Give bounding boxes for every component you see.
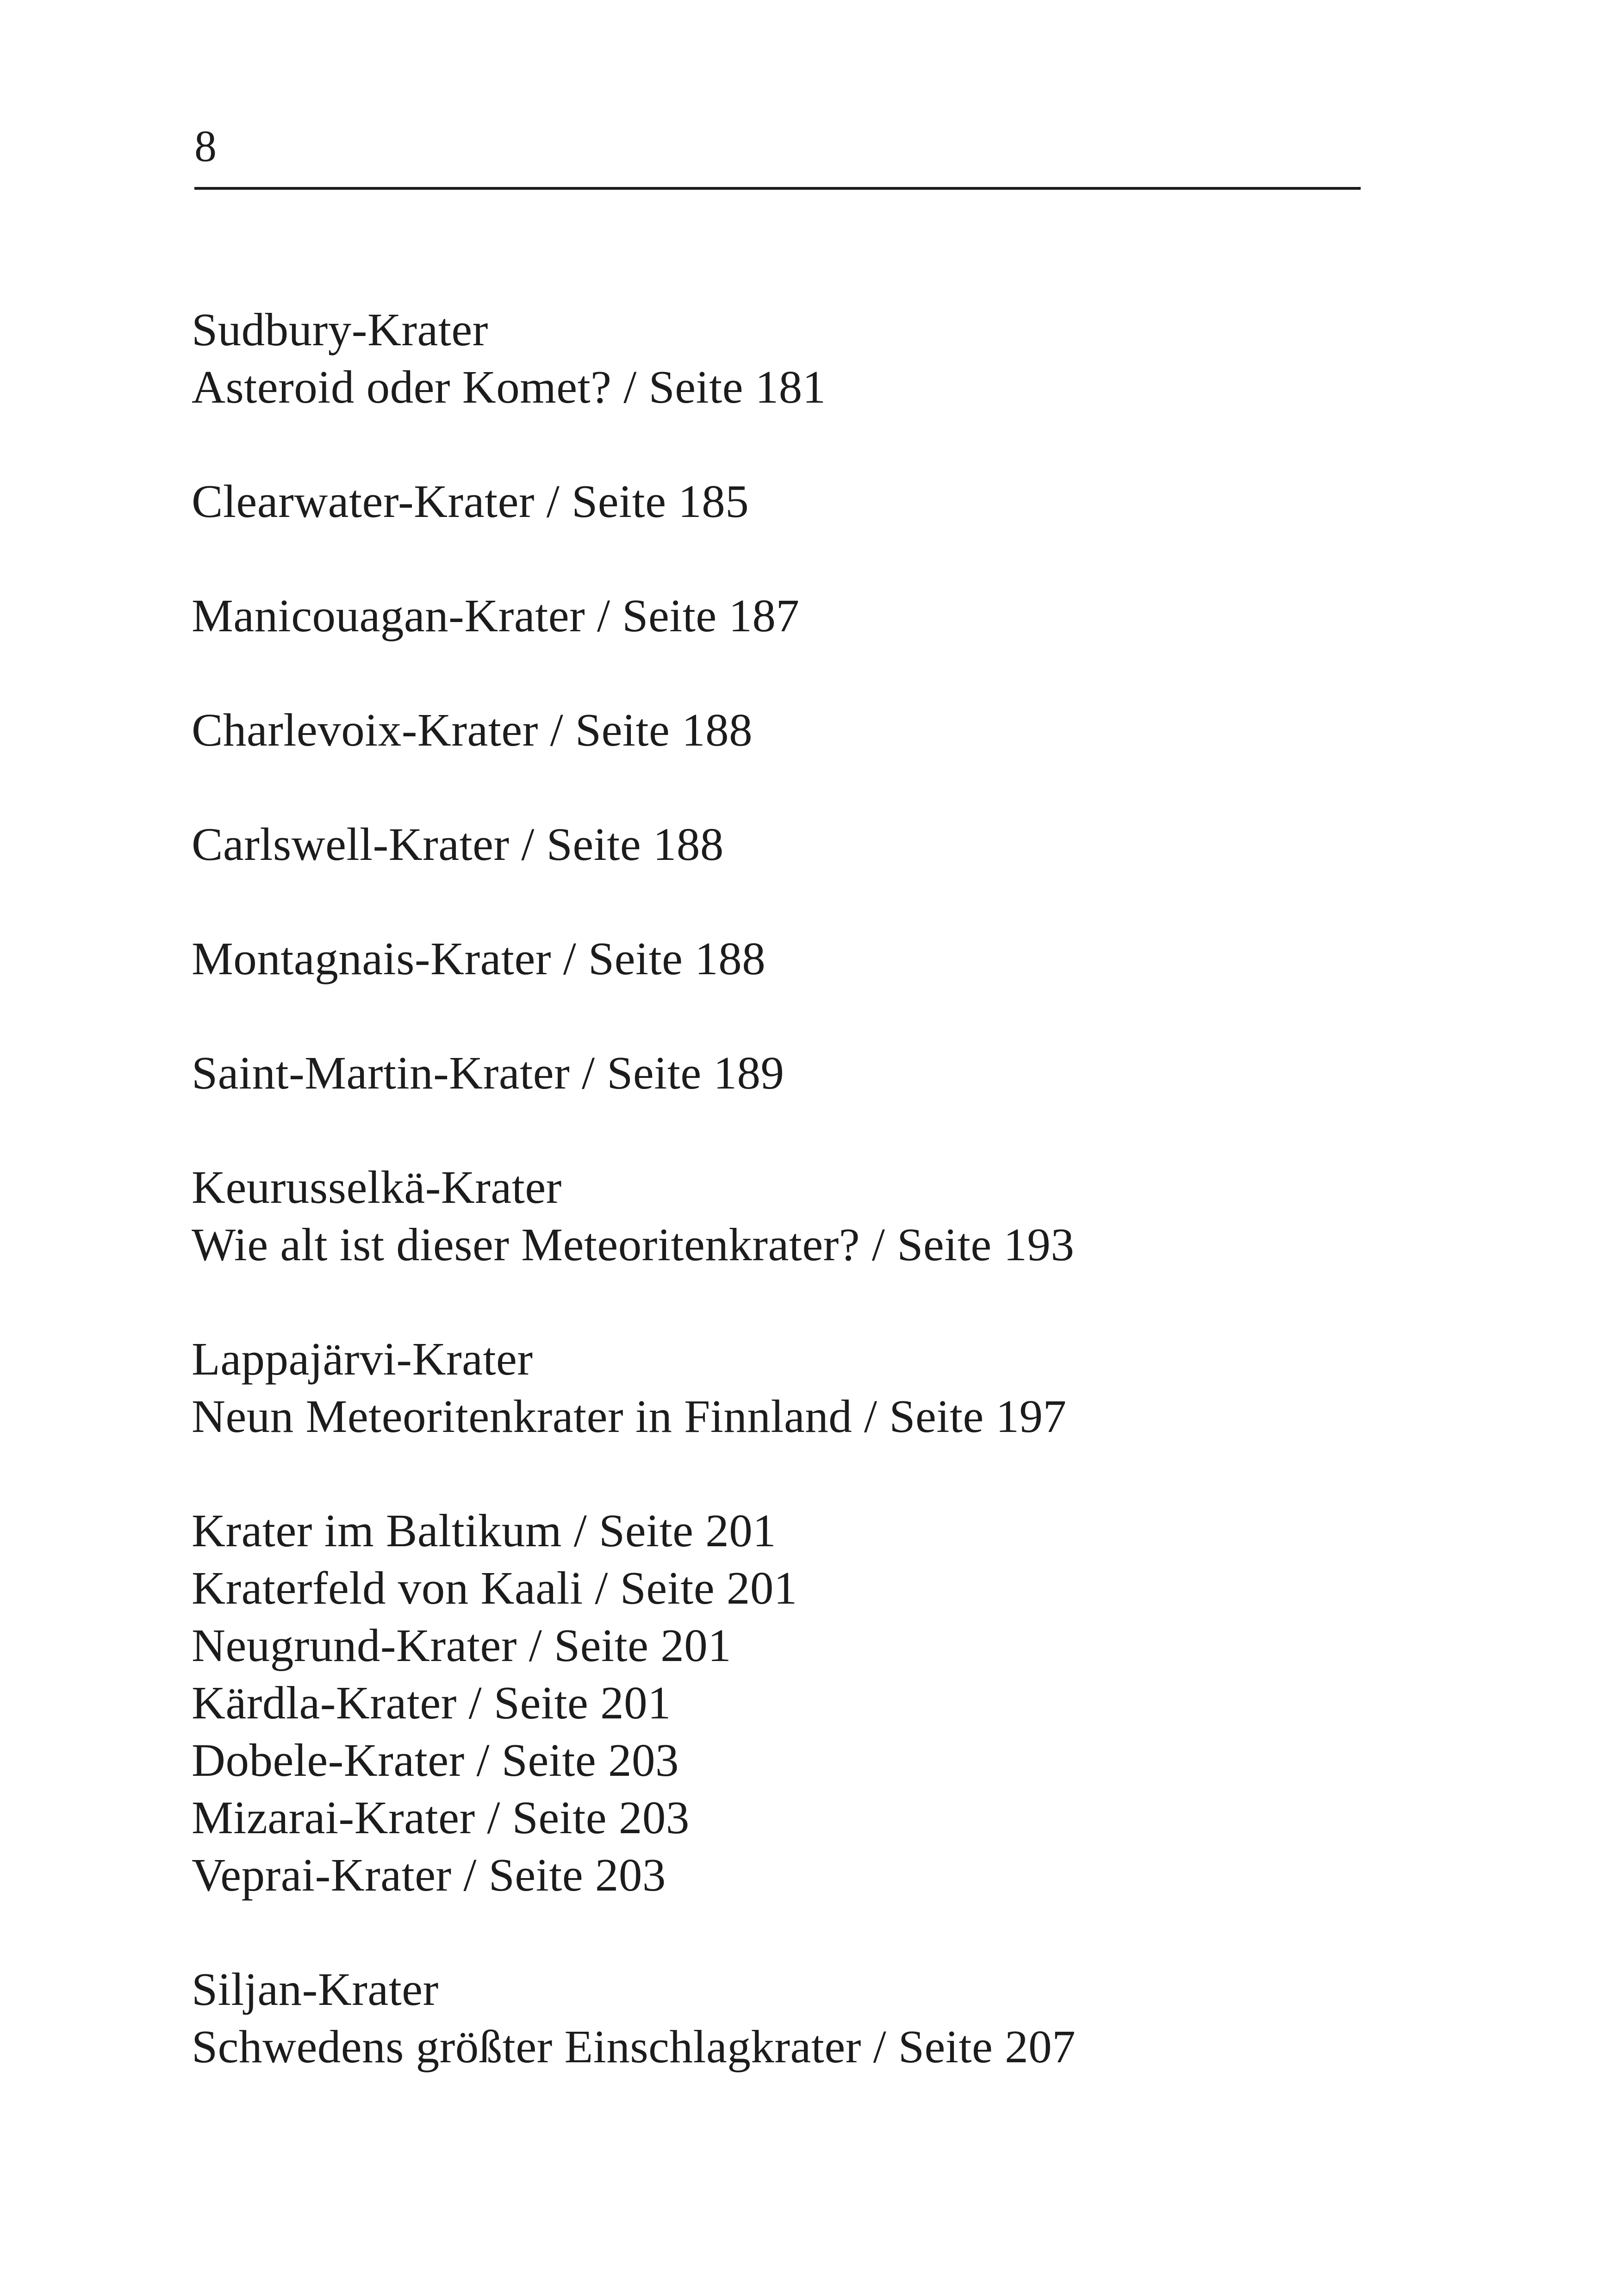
toc-entry-title: Siljan-Krater <box>192 1963 439 2015</box>
toc-entry-title: Clearwater-Krater / Seite 185 <box>192 475 749 527</box>
toc-entry-title: Montagnais-Krater / Seite 188 <box>192 933 766 984</box>
toc-entry-title: Krater im Baltikum / Seite 201 <box>192 1505 777 1556</box>
toc-entry <box>192 815 1534 873</box>
toc-entry-title: Manicouagan-Krater / Seite 187 <box>192 590 800 641</box>
toc-entry-subtitle: Mizarai-Krater / Seite 203 <box>192 1792 690 1843</box>
toc-entry-title: Sudbury-Krater <box>192 304 488 355</box>
toc-entry-subtitle: Dobele-Krater / Seite 203 <box>192 1734 679 1786</box>
toc-entry-title: Carlswell-Krater / Seite 188 <box>192 818 724 870</box>
toc-entry <box>192 1960 1534 2075</box>
toc-entry-subtitle: Veprai-Krater / Seite 203 <box>192 1849 666 1901</box>
toc-entry-subtitle: Neun Meteoritenkrater in Finnland / Seite 197 <box>192 1390 1067 1442</box>
toc-entry <box>192 1502 1534 1904</box>
toc-entry <box>192 1158 1534 1273</box>
toc-entry <box>192 1330 1534 1445</box>
toc-entry-subtitle: Asteroid oder Komet? / Seite 181 <box>192 361 826 413</box>
toc-entry <box>192 473 1534 530</box>
toc-entry <box>192 701 1534 759</box>
toc-entry <box>192 301 1534 416</box>
toc-entry-title: Lappajärvi-Krater <box>192 1333 533 1385</box>
toc-entry <box>192 1044 1534 1101</box>
page-number: 8 <box>194 121 217 171</box>
toc-entry <box>192 587 1534 644</box>
toc-entry <box>192 930 1534 987</box>
toc-entry-title: Saint-Martin-Krater / Seite 189 <box>192 1047 784 1099</box>
toc-entry-subtitle: Kraterfeld von Kaali / Seite 201 <box>192 1562 797 1614</box>
toc-entry-subtitle: Kärdla-Krater / Seite 201 <box>192 1677 672 1729</box>
header-rule <box>194 187 1361 190</box>
table-of-contents <box>192 301 1534 2132</box>
toc-entry-subtitle: Schwedens größter Einschlagkrater / Seite 207 <box>192 2021 1076 2072</box>
toc-entry-title: Charlevoix-Krater / Seite 188 <box>192 704 753 756</box>
toc-entry-subtitle: Wie alt ist dieser Meteoritenkrater? / Seite 193 <box>192 1219 1075 1270</box>
toc-entry-subtitle: Neugrund-Krater / Seite 201 <box>192 1619 732 1671</box>
toc-entry-title: Keurusselkä-Krater <box>192 1161 562 1213</box>
